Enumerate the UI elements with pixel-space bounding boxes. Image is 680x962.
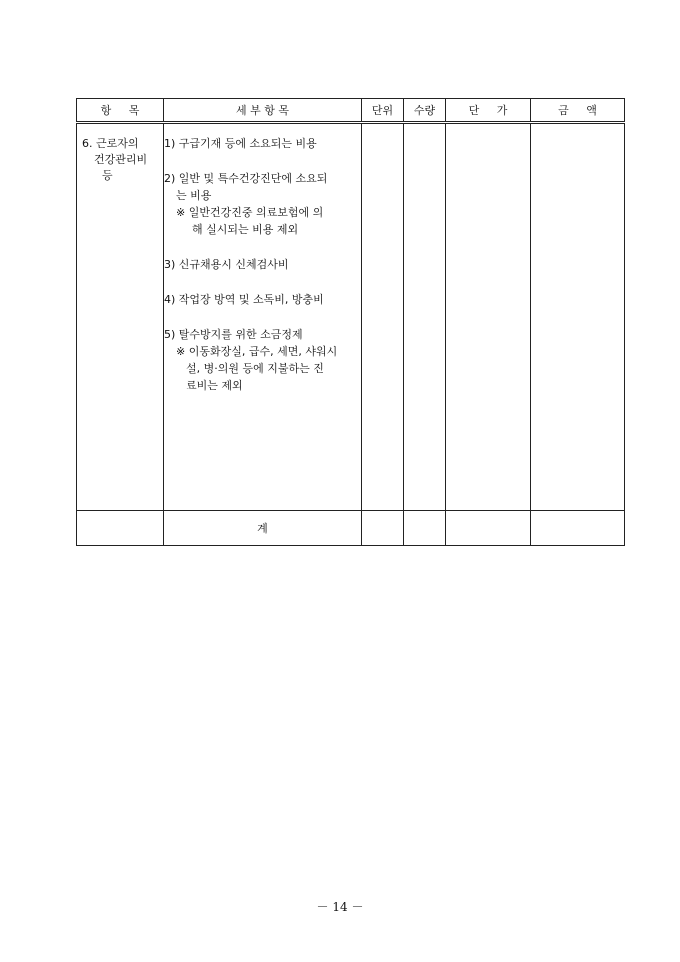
total-unit-cell — [362, 510, 404, 545]
category-line-2: 건강관리비 — [94, 153, 148, 166]
detail-item-2 — [164, 170, 359, 238]
detail-item-1-text: 1) 구급기재 등에 소요되는 비용 — [164, 137, 317, 150]
header-detail: 세 부 항 목 — [164, 99, 362, 123]
total-unit-price-cell — [446, 510, 531, 545]
detail-item-5-line-1: 5) 탈수방지를 위한 소금정제 — [164, 328, 303, 341]
quantity-cell — [404, 123, 446, 511]
cost-table — [76, 98, 625, 546]
total-label: 계 — [164, 510, 362, 545]
total-row — [77, 510, 625, 545]
total-quantity-cell — [404, 510, 446, 545]
header-unit: 단위 — [362, 99, 404, 123]
category-cell — [77, 123, 164, 511]
header-amount: 금 액 — [531, 99, 625, 123]
total-empty-cell — [77, 510, 164, 545]
detail-item-5-note-3: 료비는 제외 — [186, 379, 243, 392]
detail-item-2-note-1: ※ 일반건강진중 의료보험에 의 — [176, 206, 324, 219]
header-quantity: 수량 — [404, 99, 446, 123]
detail-item-5-note-1: ※ 이동화장실, 급수, 세면, 샤워시 — [176, 345, 338, 358]
detail-item-1 — [164, 135, 359, 152]
detail-item-2-note-2: 해 실시되는 비용 제외 — [192, 223, 299, 236]
detail-item-5 — [164, 326, 359, 394]
body-row — [77, 123, 625, 511]
detail-cell — [164, 123, 362, 511]
header-item: 항 목 — [77, 99, 164, 123]
detail-item-4 — [164, 291, 359, 308]
header-unit-price: 단 가 — [446, 99, 531, 123]
detail-item-3-text: 3) 신규채용시 신체검사비 — [164, 258, 289, 271]
category-line-3: 등 — [102, 169, 113, 182]
unit-price-cell — [446, 123, 531, 511]
detail-item-4-text: 4) 작업장 방역 및 소독비, 방충비 — [164, 293, 324, 306]
detail-item-2-line-2: 는 비용 — [176, 189, 212, 202]
page-number: － 14 － — [316, 900, 364, 914]
detail-item-3 — [164, 256, 359, 273]
total-amount-cell — [531, 510, 625, 545]
header-row — [77, 99, 625, 123]
detail-item-2-line-1: 2) 일반 및 특수건강진단에 소요되 — [164, 172, 328, 185]
detail-item-5-note-2: 설, 병·의원 등에 지불하는 진 — [186, 362, 324, 375]
unit-cell — [362, 123, 404, 511]
amount-cell — [531, 123, 625, 511]
category-line-1: 6. 근로자의 — [82, 137, 139, 150]
